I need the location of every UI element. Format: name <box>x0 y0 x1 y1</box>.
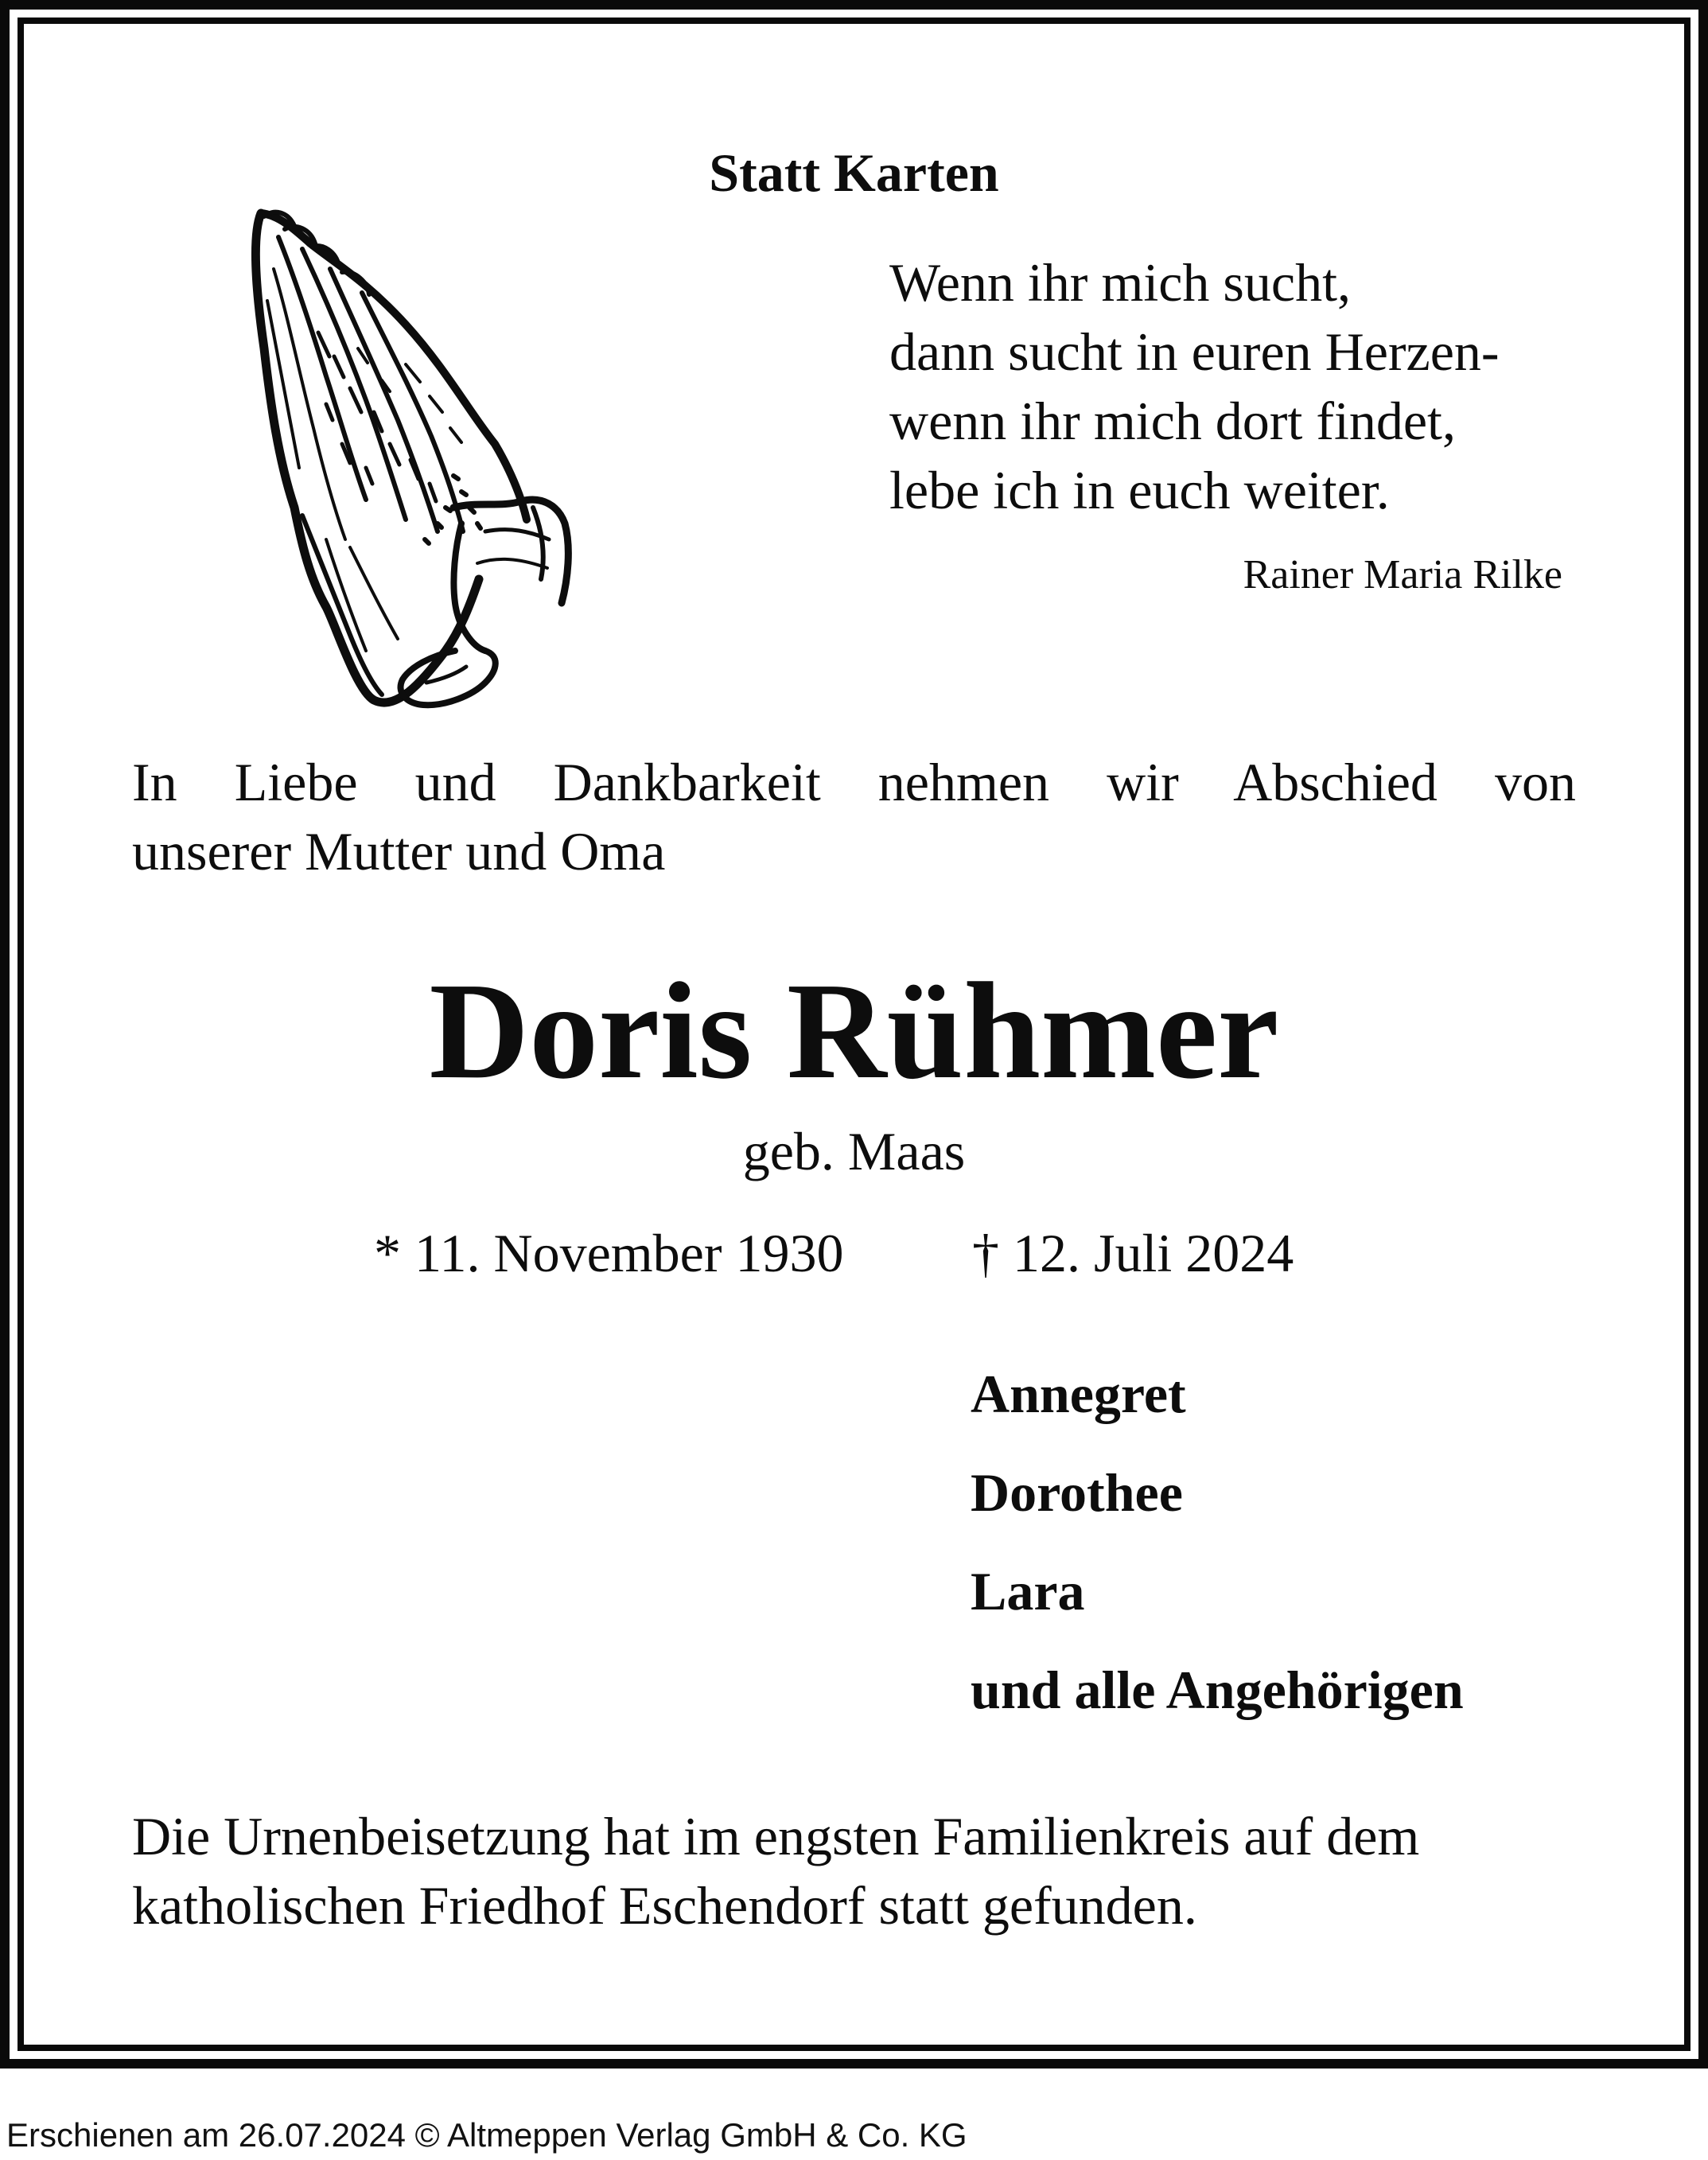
mourner-name: Annegret <box>971 1364 1186 1424</box>
death-date: † 12. Juli 2024 <box>972 1223 1294 1283</box>
burial-note-line: Die Urnenbeisetzung hat im engsten Familienkreis auf dem <box>132 1806 1420 1866</box>
mourner-name: Lara <box>971 1561 1085 1621</box>
poem-line: lebe ich in euch weiter. <box>889 460 1390 520</box>
burial-note-line: katholischen Friedhof Eschendorf statt gefunden. <box>132 1875 1197 1936</box>
mourners-list <box>971 1345 1464 1739</box>
poem-line: wenn ihr mich dort findet, <box>889 391 1456 451</box>
birth-date: * 11. November 1930 <box>374 1223 844 1283</box>
mourner-name: Dorothee <box>971 1462 1183 1523</box>
burial-note <box>132 1802 1419 1940</box>
deceased-name: Doris Rühmer <box>429 954 1279 1107</box>
poem-author: Rainer Maria Rilke <box>1243 552 1562 597</box>
notice-header: Statt Karten <box>709 142 999 203</box>
poem <box>889 248 1500 525</box>
poem-line: Wenn ihr mich sucht, <box>889 252 1351 313</box>
birth-name: geb. Maas <box>742 1121 966 1181</box>
intro-text <box>132 748 1576 886</box>
intro-line: unserer Mutter und Oma <box>132 821 666 882</box>
publication-footer: Erschienen am 26.07.2024 © Altmeppen Verlag GmbH & Co. KG <box>6 2116 967 2154</box>
intro-line: In Liebe und Dankbarkeit nehmen wir Abschied von <box>132 752 1576 812</box>
praying-hands-icon <box>247 205 581 714</box>
mourner-name: und alle Angehörigen <box>971 1660 1464 1720</box>
poem-line: dann sucht in euren Herzen- <box>889 321 1500 382</box>
